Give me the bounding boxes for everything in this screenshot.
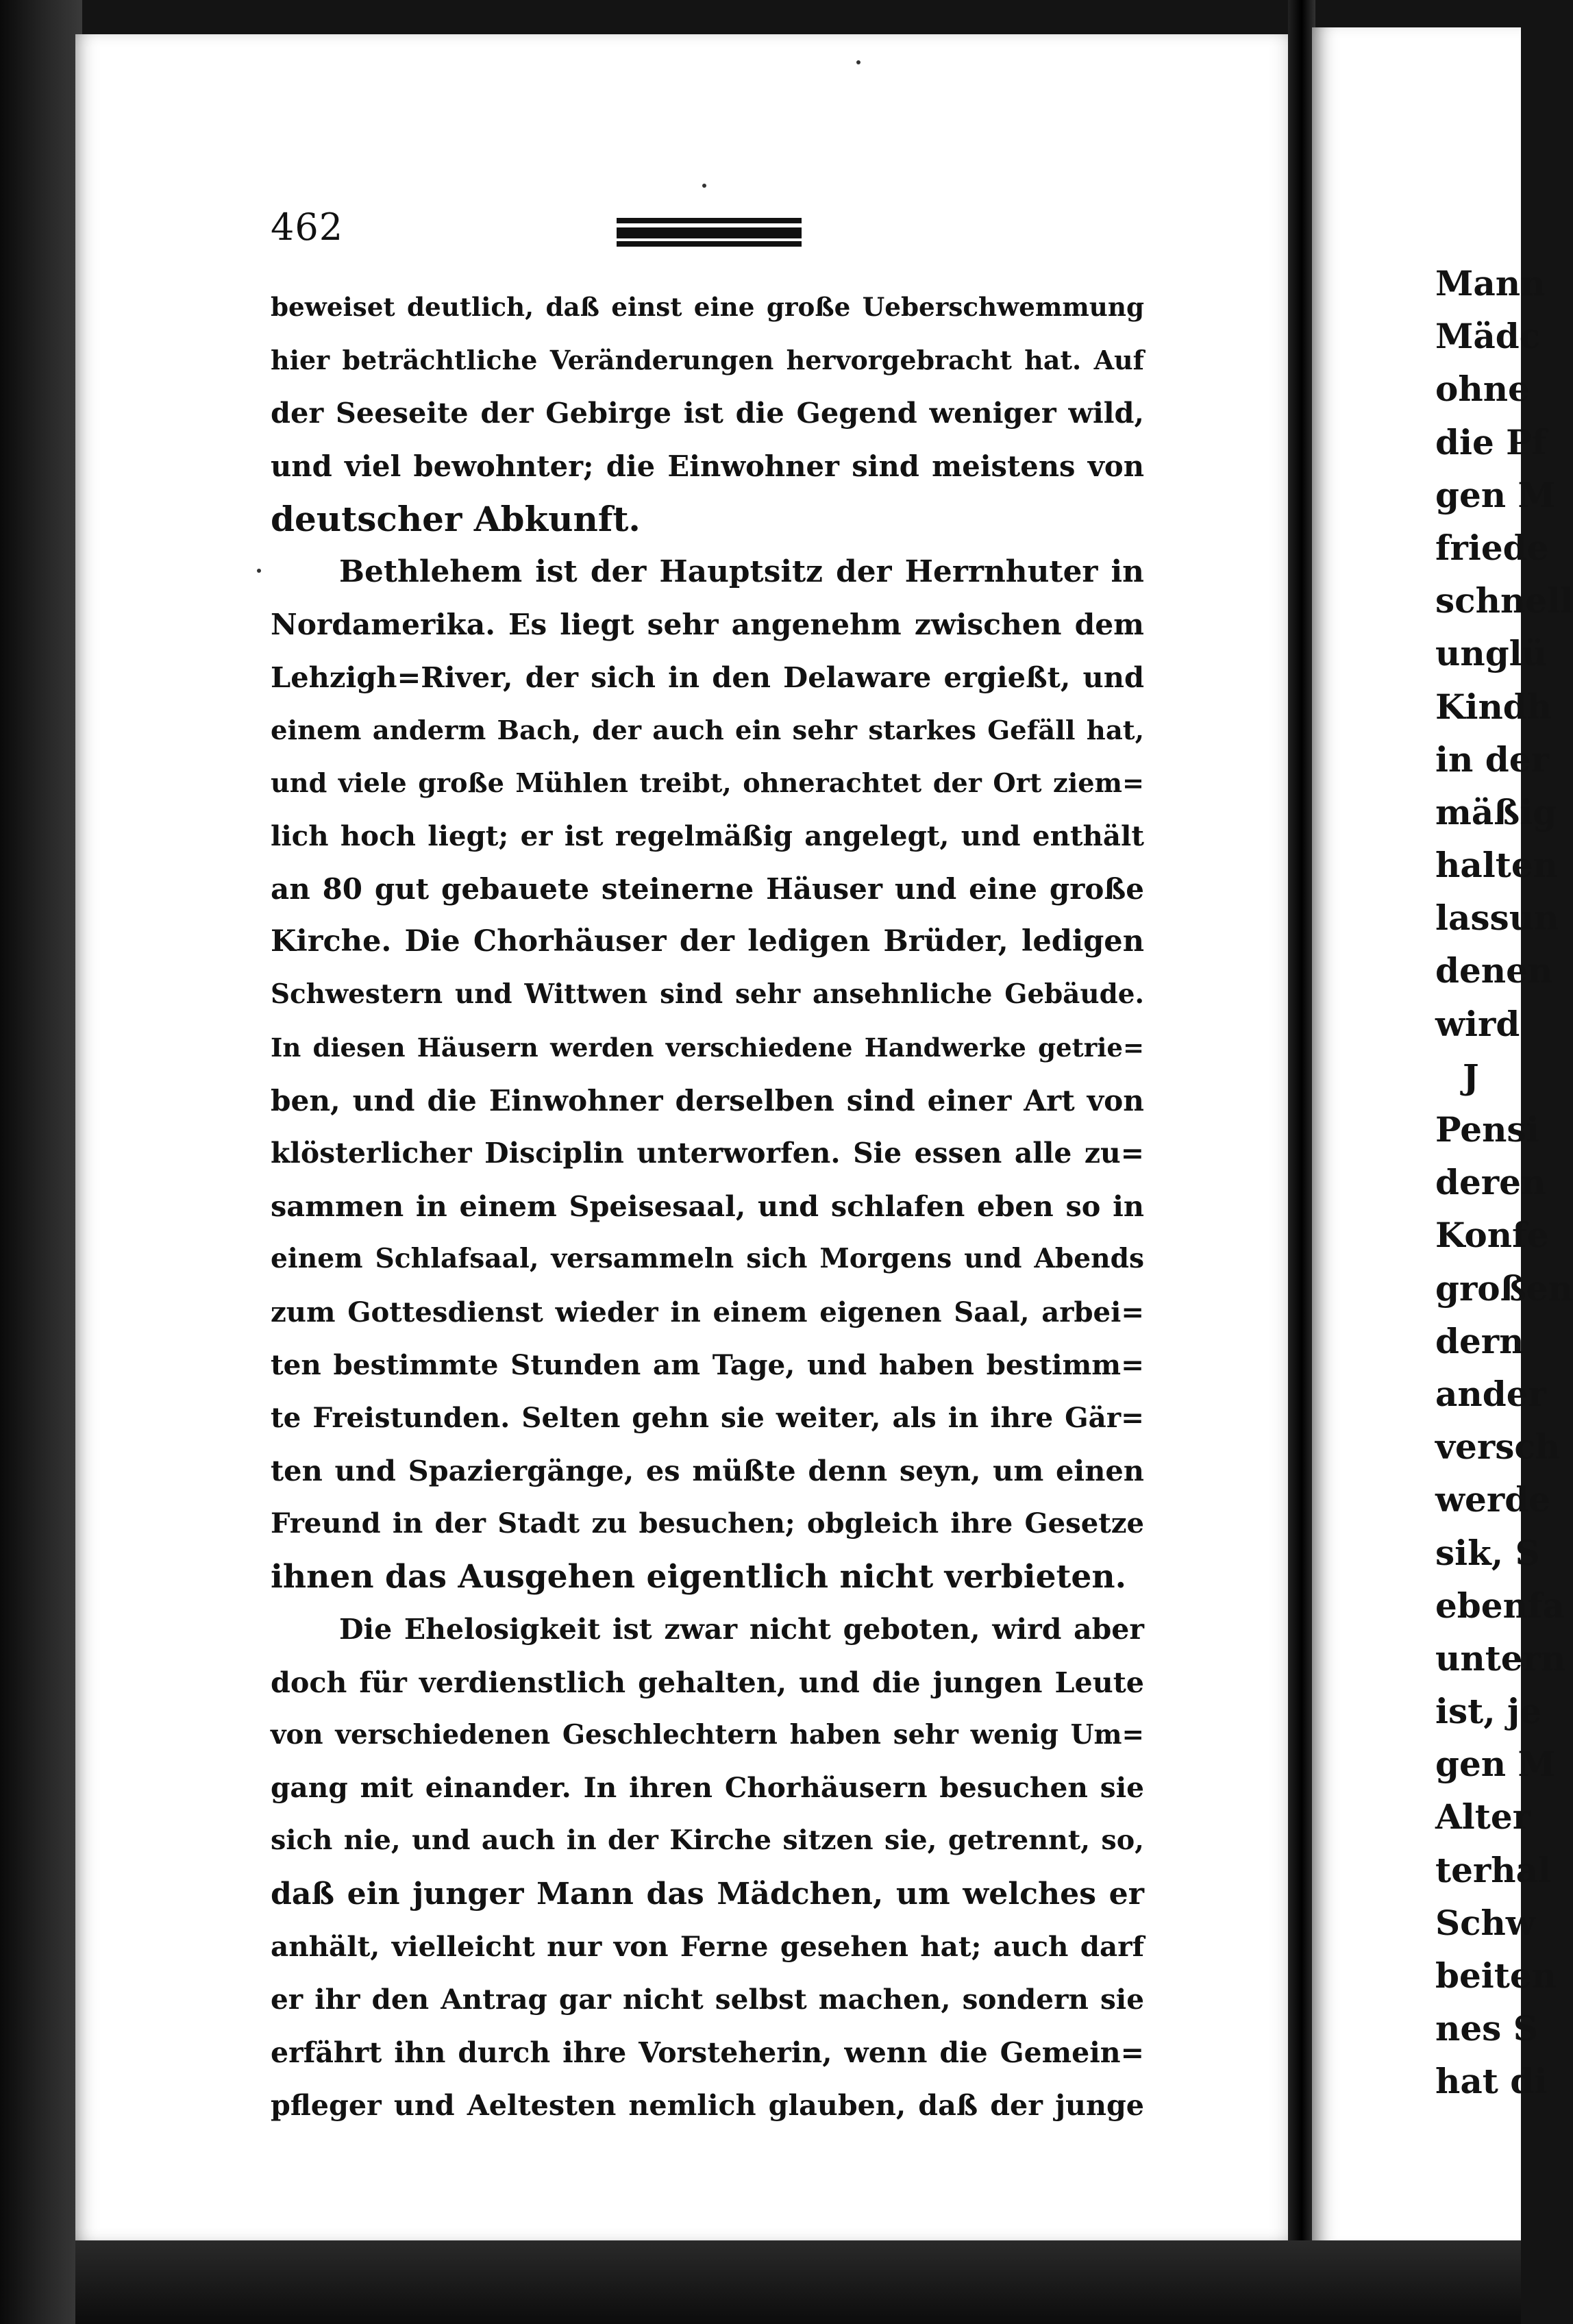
book-gutter — [1288, 0, 1315, 2324]
text-line-fragment: J — [1463, 1056, 1479, 1097]
text-line-fragment: beiten — [1435, 1955, 1557, 1996]
text-line-fragment: unglü — [1435, 633, 1548, 674]
text-line: einem anderm Bach, der auch ein sehr starkes Gefäll hat, — [271, 715, 1144, 746]
text-line: Kirche. Die Chorhäuser der ledigen Brüder, ledigen — [271, 924, 1144, 959]
text-line: Schwestern und Wittwen sind sehr ansehnliche Gebäude. — [271, 979, 1144, 1011]
text-line: deutscher Abkunft. — [271, 498, 641, 539]
text-line-fragment: Mädc — [1435, 316, 1541, 357]
paper-speck — [856, 60, 860, 64]
text-line: In diesen Häusern werden verschiedene Handwerke getrie= — [271, 1032, 1144, 1063]
text-line-fragment: ebenfa — [1435, 1585, 1565, 1626]
text-line: klösterlicher Disciplin unterworfen. Sie essen alle zu= — [271, 1137, 1144, 1170]
paper-speck — [702, 184, 706, 188]
text-line-fragment: versch — [1435, 1426, 1561, 1468]
text-line-fragment: mäßig — [1435, 791, 1557, 832]
header-ornament-rule — [617, 218, 802, 248]
text-line: erfährt ihn durch ihre Vorsteherin, wenn die Gemein= — [271, 2036, 1144, 2070]
text-line-fragment: großen — [1435, 1268, 1573, 1309]
text-line: Lehzigh=River, der sich in den Delaware ergießt, und — [271, 660, 1144, 695]
text-line-fragment: gen M — [1435, 474, 1556, 515]
text-line: und viele große Mühlen treibt, ohnerachtet der Ort ziem= — [271, 767, 1144, 799]
text-line: er ihr den Antrag gar nicht selbst machen, sondern sie — [271, 1983, 1144, 2016]
text-line-fragment: Pensi — [1435, 1109, 1539, 1150]
text-line-fragment: deren — [1435, 1162, 1546, 1203]
text-line-fragment: ist, je — [1435, 1691, 1541, 1732]
text-line-fragment: wird — [1435, 1003, 1520, 1044]
text-line: Freund in der Stadt zu besuchen; obgleich ihre Gesetze — [271, 1507, 1144, 1540]
text-line-fragment: Schw — [1435, 1902, 1535, 1943]
text-line: ten und Spaziergänge, es müßte denn seyn, um einen — [271, 1454, 1144, 1488]
text-line-fragment: die Pf — [1435, 421, 1547, 462]
text-line: lich hoch liegt; er ist regelmäßig angelegt, und enthält — [271, 819, 1144, 852]
text-line: te Freistunden. Selten gehn sie weiter, als in ihre Gär= — [271, 1400, 1144, 1434]
text-line: der Seeseite der Gebirge ist die Gegend weniger wild, — [271, 396, 1144, 430]
text-line-fragment: hat di — [1435, 2061, 1548, 2102]
text-line: pfleger und Aeltesten nemlich glauben, daß der junge — [271, 2088, 1144, 2123]
text-line-fragment: dern — [1435, 1320, 1524, 1361]
text-line-fragment: Kindh — [1435, 686, 1552, 727]
text-line-fragment: sik, S — [1435, 1532, 1540, 1573]
text-line: einem Schlafsaal, versammeln sich Morgens und Abends — [271, 1243, 1144, 1275]
text-line-fragment: in der — [1435, 739, 1549, 780]
text-line-fragment: ohne — [1435, 369, 1530, 410]
left-page-body-text — [271, 281, 1144, 2132]
right-page-clipped-text — [1435, 257, 1572, 2108]
text-line-fragment: gen M — [1435, 1744, 1556, 1785]
text-line-fragment: Alter — [1435, 1796, 1531, 1838]
paragraph-start-line: Bethlehem ist der Hauptsitz der Herrnhuter in — [339, 554, 1144, 589]
text-line: anhält, vielleicht nur von Ferne gesehen hat; auch darf — [271, 1929, 1144, 1963]
text-line-fragment: schnell — [1435, 580, 1573, 621]
text-line: und viel bewohnter; die Einwohner sind meistens von — [271, 449, 1144, 483]
text-line: daß ein junger Mann das Mädchen, um welches er — [271, 1876, 1144, 1912]
text-line: ten bestimmte Stunden am Tage, und haben bestimm= — [271, 1348, 1144, 1381]
text-line-fragment: untern — [1435, 1637, 1566, 1679]
paper-speck — [257, 569, 261, 573]
text-line: an 80 gut gebauete steinerne Häuser und eine große — [271, 872, 1144, 906]
text-line-fragment: lassun — [1435, 898, 1559, 939]
text-line: von verschiedenen Geschlechtern haben sehr wenig Um= — [271, 1720, 1144, 1751]
text-line-fragment: denen — [1435, 950, 1553, 991]
text-line-fragment: ander — [1435, 1373, 1546, 1414]
text-line: hier beträchtliche Veränderungen hervorgebracht hat. Auf — [271, 345, 1144, 376]
paragraph-start-line: Die Ehelosigkeit ist zwar nicht geboten, wird aber — [339, 1612, 1144, 1646]
text-line: ben, und die Einwohner derselben sind einer Art von — [271, 1083, 1144, 1117]
text-line-fragment: terhal — [1435, 1849, 1551, 1890]
bottom-edge-shadow — [75, 2240, 1521, 2324]
text-line: doch für verdienstlich gehalten, und die jungen Leute — [271, 1665, 1144, 1699]
page-number: 462 — [271, 206, 344, 249]
text-line: sammen in einem Speisesaal, und schlafen eben so in — [271, 1189, 1144, 1224]
text-line: ihnen das Ausgehen eigentlich nicht verbieten. — [271, 1557, 1127, 1596]
text-line-fragment: werde — [1435, 1479, 1550, 1520]
book-binding-edge — [0, 0, 82, 2324]
text-line: sich nie, und auch in der Kirche sitzen sie, getrennt, so, — [271, 1825, 1144, 1857]
text-line: zum Gottesdienst wieder in einem eigenen Saal, arbei= — [271, 1296, 1144, 1328]
text-line: beweiset deutlich, daß einst eine große Ueberschwemmung — [271, 292, 1144, 322]
text-line: gang mit einander. In ihren Chorhäusern besuchen sie — [271, 1771, 1144, 1805]
text-line-fragment: halten — [1435, 845, 1559, 886]
text-line-fragment: friede — [1435, 527, 1549, 568]
text-line-fragment: Konfe — [1435, 1215, 1549, 1256]
text-line-fragment: nes S — [1435, 2008, 1538, 2049]
text-line: Nordamerika. Es liegt sehr angenehm zwischen dem — [271, 607, 1144, 642]
text-line-fragment: Mann — [1435, 263, 1546, 304]
